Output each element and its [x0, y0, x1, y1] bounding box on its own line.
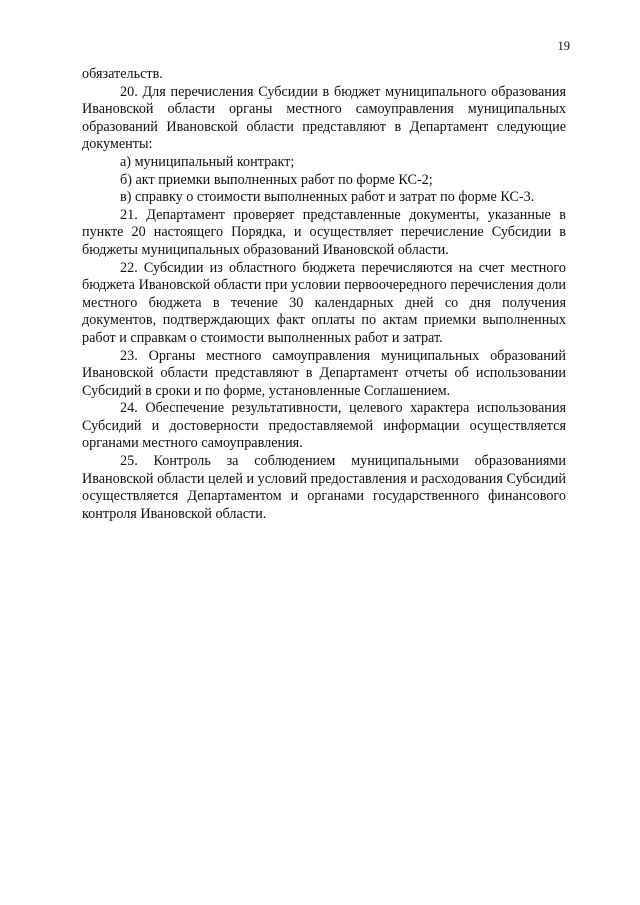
- paragraph-22: 22. Субсидии из областного бюджета перечисляются на счет местного бюджета Ивановской области при условии первоочередного перечисления доли местного бюджета в течение 30 календарных дней со дня получения документов, подтверждающих факт оплаты по актам приемки выполненных работ и справкам о стоимости выполненных работ и затрат.: [82, 259, 566, 346]
- page-number: 19: [557, 39, 570, 53]
- list-item-a: а) муниципальный контракт;: [120, 153, 295, 170]
- paragraph-21: 21. Департамент проверяет представленные документы, указанные в пункте 20 настоящего Порядка, и осуществляет перечисление Субсидии в бюджеты муниципальных образований Ивановской области.: [82, 206, 566, 258]
- document-body: [82, 66, 566, 523]
- paragraph-20: 20. Для перечисления Субсидии в бюджет муниципального образования Ивановской области органы местного самоуправления муниципальных образований Ивановской области представляют в Департамент следующие документы:: [82, 83, 566, 153]
- paragraph-24: 24. Обеспечение результативности, целевого характера использования Субсидий и достоверности предоставляемой информации осуществляется органами местного самоуправления.: [82, 400, 566, 452]
- paragraph-continuation: обязательств.: [82, 66, 163, 82]
- list-item-b: б) акт приемки выполненных работ по форме КС-2;: [120, 171, 433, 188]
- paragraph-23: 23. Органы местного самоуправления муниципальных образований Ивановской области представляют в Департамент отчеты об использовании Субсидий в сроки и по форме, установленные Соглашением.: [82, 347, 566, 399]
- paragraph-25: 25. Контроль за соблюдением муниципальными образованиями Ивановской области целей и условий предоставления и расходования Субсидий осуществляется Департаментом и органами государственного финансового контроля Ивановской области.: [82, 453, 566, 522]
- list-item-c: в) справку о стоимости выполненных работ и затрат по форме КС-3.: [120, 189, 535, 206]
